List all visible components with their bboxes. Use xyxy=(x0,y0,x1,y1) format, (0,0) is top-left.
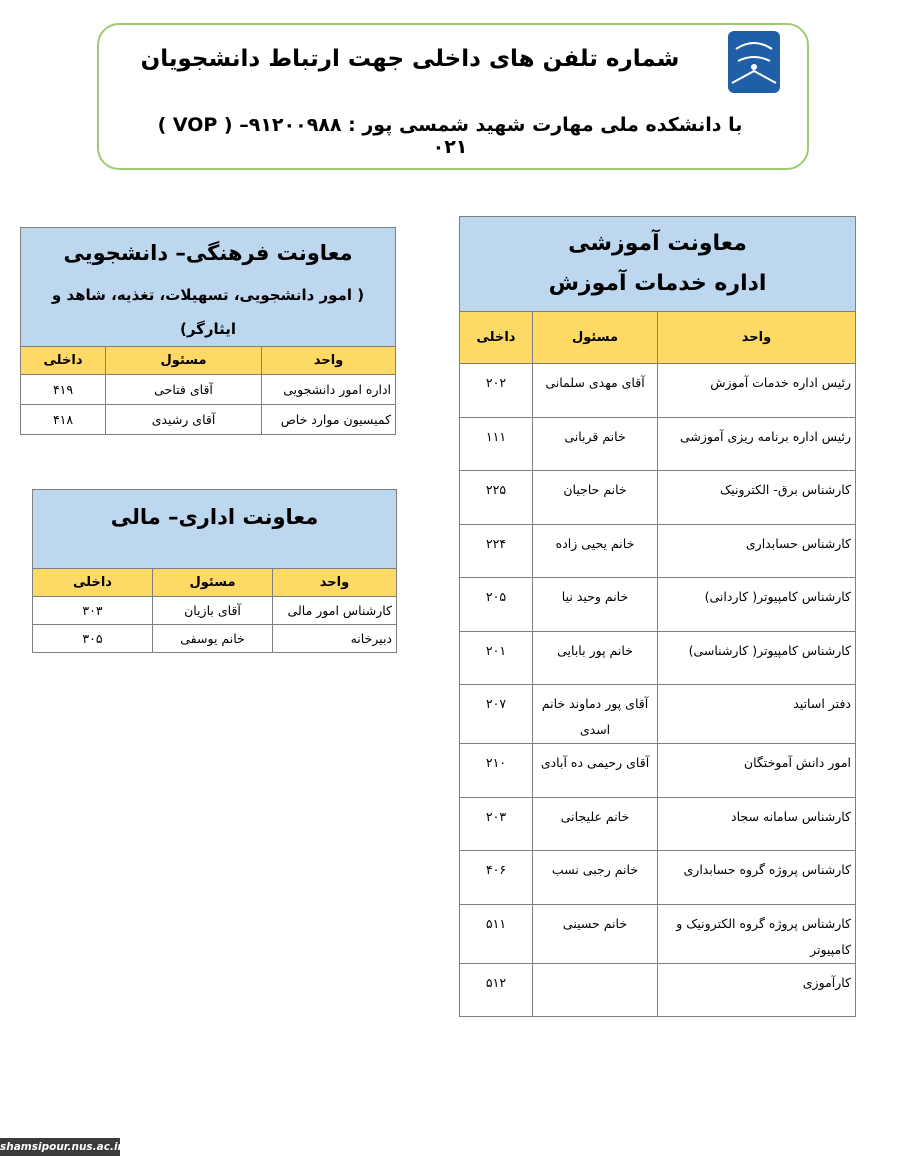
page-subtitle: ( VOP ) با دانشکده ملی مهارت شهید شمسی پور : ۹۱۲۰۰۹۸۸–۰۲۱ xyxy=(157,114,743,158)
cultural-table xyxy=(20,227,396,435)
cell-ext: ۵۱۱ xyxy=(460,904,533,963)
cultural-title-text: معاونت فرهنگی– دانشجویی xyxy=(63,241,353,265)
cell-person xyxy=(533,963,658,1017)
admin-title-text: معاونت اداری– مالی xyxy=(110,505,319,529)
table-row xyxy=(460,417,856,471)
table-row xyxy=(33,597,397,625)
cell-ext: ۴۱۸ xyxy=(21,405,106,435)
cell-ext: ۲۰۲ xyxy=(460,364,533,418)
cell-unit: کمیسیون موارد خاص xyxy=(262,405,396,435)
table-row xyxy=(460,744,856,798)
page-title: شماره تلفن های داخلی جهت ارتباط دانشجویان xyxy=(140,46,680,72)
cell-person: خانم وحید نیا xyxy=(533,578,658,632)
cell-ext: ۲۲۴ xyxy=(460,524,533,578)
table-row xyxy=(33,625,397,653)
cell-unit: کارشناس پروژه گروه حسابداری xyxy=(658,851,856,905)
table-row xyxy=(460,851,856,905)
admin-title xyxy=(33,490,397,569)
footer-site[interactable]: shamsipour.nus.ac.ir xyxy=(0,1138,120,1156)
col-ext: داخلی xyxy=(460,312,533,364)
education-table xyxy=(459,216,856,1017)
college-logo-icon xyxy=(724,27,784,97)
cell-person: خانم پور بابایی xyxy=(533,631,658,685)
cell-person: آقای پور دماوند خانم اسدی xyxy=(533,685,658,744)
cell-unit: کارشناس حسابداری xyxy=(658,524,856,578)
cultural-subtitle-text: ( امور دانشجویی، تسهیلات، تغذیه، شاهد و ایثارگر) xyxy=(51,286,365,338)
education-title xyxy=(460,217,856,312)
cell-person: خانم یوسفی xyxy=(153,625,273,653)
table-row xyxy=(460,578,856,632)
table-row xyxy=(21,375,396,405)
admin-table xyxy=(32,489,397,653)
cell-unit: امور دانش آموختگان xyxy=(658,744,856,798)
cell-unit: اداره امور دانشجویی xyxy=(262,375,396,405)
cell-person: آقای رحیمی ده آبادی xyxy=(533,744,658,798)
cell-ext: ۲۱۰ xyxy=(460,744,533,798)
cell-ext: ۲۰۵ xyxy=(460,578,533,632)
cell-ext: ۲۰۳ xyxy=(460,797,533,851)
cell-person: آقای مهدی سلمانی xyxy=(533,364,658,418)
cell-person: خانم حاجیان xyxy=(533,471,658,525)
table-row xyxy=(460,524,856,578)
table-row xyxy=(460,471,856,525)
logo-text xyxy=(0,0,1,1)
col-unit: واحد xyxy=(262,347,396,375)
cell-ext: ۲۰۷ xyxy=(460,685,533,744)
cell-unit: کارآموزی xyxy=(658,963,856,1017)
col-person: مسئول xyxy=(106,347,262,375)
cell-ext: ۵۱۲ xyxy=(460,963,533,1017)
cell-person: آقای رشیدی xyxy=(106,405,262,435)
col-ext: داخلی xyxy=(21,347,106,375)
cell-unit: دبیرخانه xyxy=(273,625,397,653)
cell-unit: کارشناس سامانه سجاد xyxy=(658,797,856,851)
cultural-title xyxy=(21,228,396,347)
cell-unit: دفتر اساتید xyxy=(658,685,856,744)
cell-unit: کارشناس کامپیوتر( کارشناسی) xyxy=(658,631,856,685)
col-ext: داخلی xyxy=(33,569,153,597)
cell-person: خانم حسینی xyxy=(533,904,658,963)
col-person: مسئول xyxy=(533,312,658,364)
cell-unit: کارشناس امور مالی xyxy=(273,597,397,625)
cell-ext: ۱۱۱ xyxy=(460,417,533,471)
cell-unit: کارشناس کامپیوتر( کاردانی) xyxy=(658,578,856,632)
cell-person: خانم علیجانی xyxy=(533,797,658,851)
table-row xyxy=(460,685,856,744)
cell-person: آقای بازیان xyxy=(153,597,273,625)
col-unit: واحد xyxy=(273,569,397,597)
table-row xyxy=(460,631,856,685)
cell-ext: ۴۰۶ xyxy=(460,851,533,905)
education-title-line2: اداره خدمات آموزش xyxy=(548,271,767,296)
cell-person: خانم قربانی xyxy=(533,417,658,471)
cell-person: خانم رجبی نسب xyxy=(533,851,658,905)
cell-unit: رئیس اداره خدمات آموزش xyxy=(658,364,856,418)
education-title-line1: معاونت آموزشی xyxy=(568,231,747,256)
cell-unit: رئیس اداره برنامه ریزی آموزشی xyxy=(658,417,856,471)
cell-ext: ۳۰۳ xyxy=(33,597,153,625)
table-row xyxy=(460,963,856,1017)
cell-unit: کارشناس برق- الکترونیک xyxy=(658,471,856,525)
cell-ext: ۳۰۵ xyxy=(33,625,153,653)
cell-unit: کارشناس پروژه گروه الکترونیک و کامپیوتر xyxy=(658,904,856,963)
table-row xyxy=(460,904,856,963)
col-person: مسئول xyxy=(153,569,273,597)
table-row xyxy=(460,797,856,851)
cell-ext: ۴۱۹ xyxy=(21,375,106,405)
table-row xyxy=(460,364,856,418)
cell-person: آقای فتاحی xyxy=(106,375,262,405)
table-row xyxy=(21,405,396,435)
cell-person: خانم یحیی زاده xyxy=(533,524,658,578)
cell-ext: ۲۰۱ xyxy=(460,631,533,685)
col-unit: واحد xyxy=(658,312,856,364)
cell-ext: ۲۲۵ xyxy=(460,471,533,525)
